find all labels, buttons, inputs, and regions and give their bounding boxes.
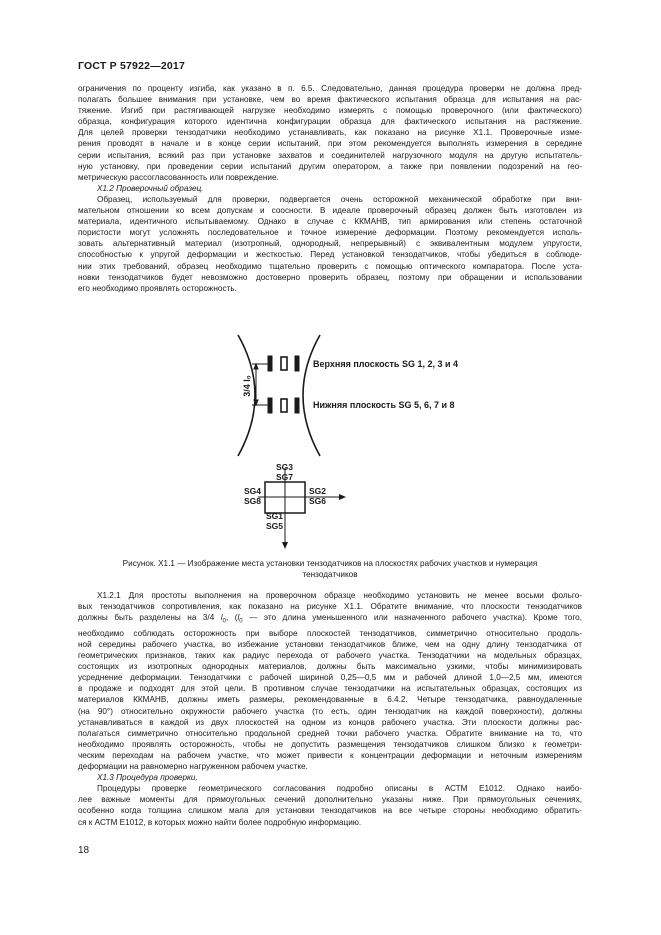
subsection-title-x13: X1.3 Процедура проверки. [97,773,198,783]
text-line: нии этих требований, образец необходимо тщательно проверить с помощью оптического компаратора. После уста- [78,261,582,271]
text-line: ограничения по проценту изгиба, как указано в п. 6.5. Следовательно, данная процедура проверки не должна пред- [78,84,582,93]
text-line: ческим переходам на рабочем участке, что может привести к концентрации деформации и неточным измерениям [78,750,582,760]
caption-line: тензодатчиков [302,570,358,579]
text-line: геометрических признаков, таких как радиус перехода от рабочего участка. Тензодатчики на модельных образцах, [78,651,582,661]
text-line: Образец, используемый для проверки, подвергается очень осторожной механической обработке при вни- [97,194,582,204]
text-line: устанавливаться в каждой из двух плоскостей на одном из концов рабочего участка. Эти плоскости должны рас- [78,717,582,727]
section-gauges [78,590,582,828]
text-line: в продаже и подходят для этой цели. В противном случае тензодатчики на испытательных образцах, состоящих из [78,684,582,694]
text-line: полагать большее внимания при установке, чем во время фактического испытания образца для испытания на рас- [78,95,582,105]
text-line: способностью к упругой деформации и жесткостью. Перед установкой тензодатчиков, чтобы убедиться в соблюде- [78,250,582,260]
text-line: вых тензодатчиков сопротивления, как показано на рисунке X1.1. Обратите внимание, что плоскости тензодатчиков [78,602,582,612]
label-sg2: SG2 [309,486,327,496]
gauge-upper-center [281,357,287,370]
gauge-upper-left [268,356,272,371]
cross-section-diagram [258,468,346,549]
label-sg6-right: SG6 [309,496,327,506]
text-line: зовать альтернативный материал (изотропный, однородный, непрерывный) с эквивалентным модулем упругости, [78,239,582,249]
text-line: особенно когда толщина слишком мала для установки тензодатчиков на все четыре стороны необходимо обратить- [78,806,582,816]
upper-plane-label: Верхняя плоскость SG 1, 2, 3 и 4 [313,359,459,369]
text-line: рения проводят в начале и в конце серии испытаний, при этом рекомендуется выполнять измерения в середине [78,139,582,149]
text-line: усреднение деформации. Тензодатчики с рабочей шириной 0,25—0,5 мм и рабочей длиной 1,0—2,5 мм, имеются [78,673,582,683]
text-line: Процедуры проверке геометрического согласования подробно описаны в АСТМ Е1012. Однако наибо- [97,784,582,794]
text-line: деформации на равномерно нагруженном рабочем участке. [78,762,308,772]
page-number: 18 [78,845,90,856]
dimension-arrow-top [254,364,258,369]
text-line: состоящих из изотропных однородных материалов, должны быть максимально узкими, чтобы минимизировать [78,662,582,672]
subsection-title-x12: X1.2 Проверочный образец. [97,183,204,193]
label-sg1: SG1 [266,511,284,521]
text-line: серии испытания, всякий раз при установке захватов и соединителей нагрузочного модуля на другую испытатель- [78,150,582,160]
text-line: ся к АСТМ Е1012, в которых можно найти более подробную информацию. [78,817,362,827]
text-line-with-l0: должны быть разделены на 3/4 $l_0$, ($l_0$ — это длина уменьшенного или назначенного рабочего участка). Кроме того, [78,613,582,625]
text-line: метрическую рассогласованность или повреждение. [78,172,279,182]
strain-gauges-side [268,356,299,413]
text-line: материалов ККМАНВ, должны иметь размеры, рекомендованные в 6.4.2. Четыре тензодатчика, равноудаленные [78,695,582,705]
lower-plane-label: Нижняя плоскость SG 5, 6, 7 и 8 [313,400,455,410]
label-sg8: SG8 [244,496,262,506]
text-line: его необходимо проявлять осторожность. [78,283,237,293]
label-sg3: SG3 [276,462,294,472]
text-line: необходимо проявлять осторожность, чтобы не допустить размещения тензодатчиков слишком близко к геометри- [78,739,582,749]
figure-caption [78,558,582,580]
text-line: новки тензодатчиков будет невозможно достоверно проверить образец, поэтому при обращении и использовании [78,272,582,282]
label-sg4: SG4 [244,486,262,496]
text-line: полагаться симметрично относительно продольной средней точки рабочего участка. Обратите внимание на то, что [78,728,582,738]
gauge-upper-right [295,356,299,371]
text-line: мательном отношении ко всем допускам и соосности. В идеале проверочный образец должен быть изготовлен из [78,206,582,216]
text-line: (на 90°) относительно окружности рабочего участка (то есть, один тензодатчик на каждой поверхности), должны [78,706,582,716]
y-axis-arrow [282,542,288,549]
text-line: образца, конфигурация которого идентична конфигурации образца для фактического испытания на растяжение. [78,117,582,127]
gauge-lower-center [281,399,287,412]
x-axis-arrow [339,494,346,500]
caption-line: Рисунок. X1.1 — Изображение места установки тензодатчиков на плоскостях рабочих участков и нумерация [122,559,538,568]
dimension-label: 3/4 l₀ [242,375,252,397]
text-line: пористости могут усложнять последовательное и точное измерение деформации. Поэтому рекомендуется исполь- [78,228,582,238]
text-line: X1.2.1 Для простоты выполнения на проверочном образце необходимо установить не менее восьми фольго- [97,591,582,600]
label-sg7: SG7 [276,472,294,482]
text-line: тяжение. Изгиб при растягивающей нагрузке необходимо измерять с помощью проверочного (или фактического) [78,106,582,116]
text-line: материала, идентичного испытываемому. Однако в случае с ККМАНВ, тип армирования или степень остаточной [78,217,582,227]
label-sg5: SG5 [266,521,284,531]
specimen-right-edge [303,335,320,456]
text-line: ной середины рабочего участка, во избежание установки тензодатчиков ближе, чем на одну длину тензодатчика от [78,640,582,650]
text-line: необходимо соблюдать осторожность при выборе плоскостей тензодатчиков, симметрично относительно продоль- [78,628,582,638]
gauge-lower-right [295,398,299,413]
page-header-standard: ГОСТ Р 57922—2017 [78,60,186,72]
text-line: лее важные моменты для прямоугольных сечений дополнительно указаны ниже. При прямоугольных сечениях, [78,795,582,805]
text-line: ную установку, при проведении серии испытаний другим оператором, а также при появлении подозрений на гео- [78,161,582,171]
gauge-lower-left [268,398,272,413]
text-line: Для целей проверки тензодатчики необходимо устанавливать, как показано на рисунке X1.1. Проверочные изме- [78,128,582,138]
